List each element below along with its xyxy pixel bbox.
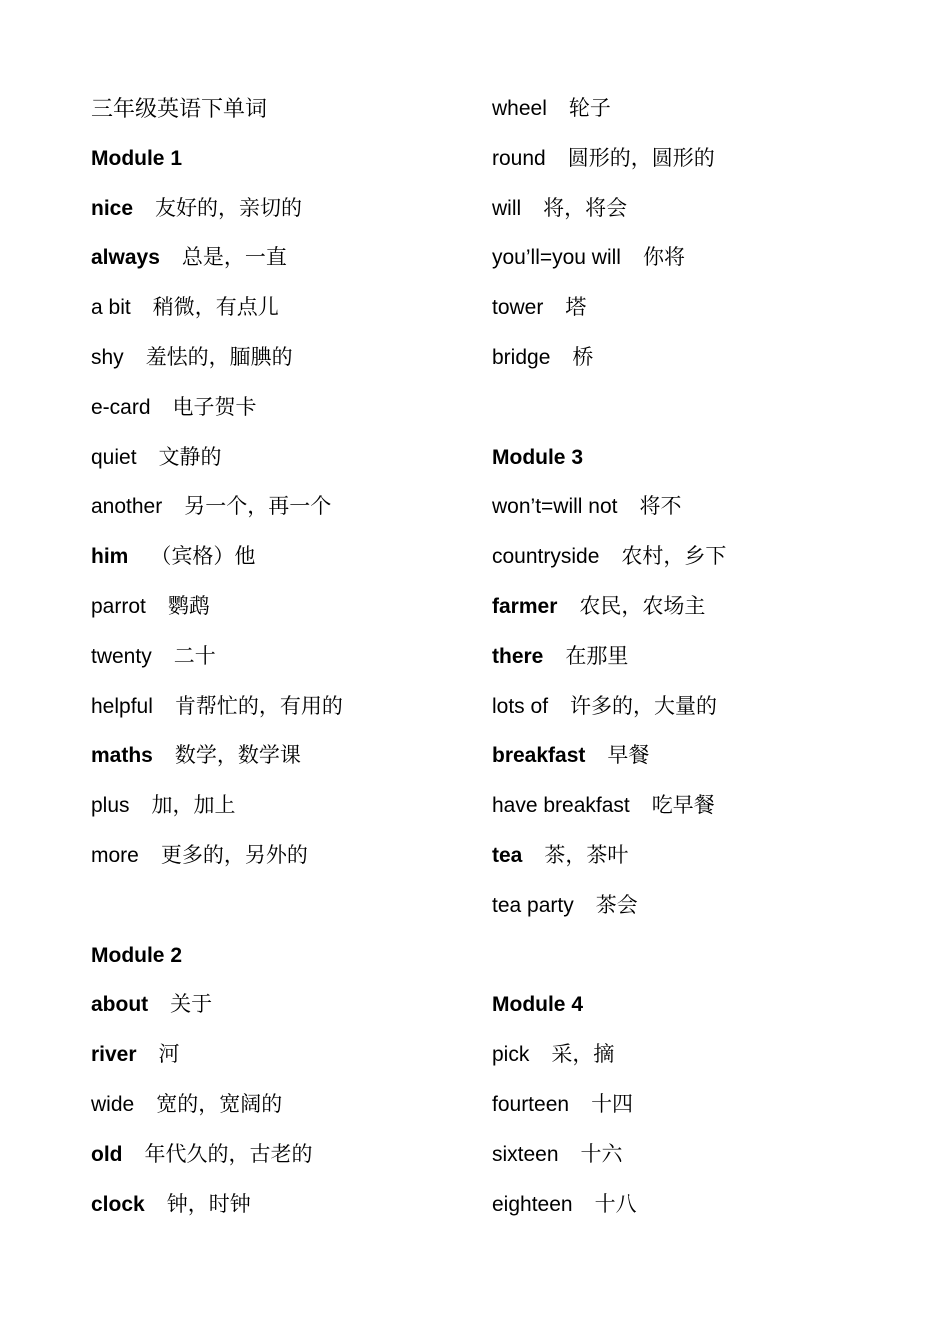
vocab-entry xyxy=(91,433,471,483)
vocab-meaning: 关于 xyxy=(170,993,213,1017)
vocab-meaning: （宾格）他 xyxy=(150,545,256,569)
vocab-meaning: 农村，乡下 xyxy=(621,545,727,569)
vocab-entry xyxy=(492,1130,912,1180)
vocab-word: wheel xyxy=(492,97,547,120)
vocab-entry xyxy=(492,632,912,682)
vocab-word: old xyxy=(91,1142,123,1166)
vocab-word: breakfast xyxy=(492,744,586,768)
vocab-entry xyxy=(91,482,471,532)
vocab-entry xyxy=(91,1080,471,1130)
vocab-meaning: 采，摘 xyxy=(551,1043,615,1067)
vocab-meaning: 友好的，亲切的 xyxy=(155,196,303,220)
vocab-word: round xyxy=(492,146,546,170)
module-heading: Module 4 xyxy=(492,993,584,1017)
vocab-word: sixteen xyxy=(492,1142,559,1166)
vocab-word: nice xyxy=(91,196,134,220)
vocab-word: you’ll=you will xyxy=(492,246,621,270)
vocab-entry xyxy=(492,482,912,532)
vocab-word: eighteen xyxy=(492,1192,573,1216)
vocab-meaning: 羞怯的，腼腆的 xyxy=(145,345,293,369)
vocab-meaning: 文静的 xyxy=(158,445,222,469)
blank-line xyxy=(492,383,912,433)
vocab-entry xyxy=(492,1030,912,1080)
vocab-entry xyxy=(492,283,912,333)
vocab-meaning: 总是，一直 xyxy=(181,246,287,270)
vocab-entry xyxy=(91,532,471,582)
vocab-entry xyxy=(91,781,471,831)
vocab-word: tea xyxy=(492,843,523,867)
vocab-entry xyxy=(91,731,471,781)
vocab-meaning: 十四 xyxy=(591,1092,634,1116)
vocab-word: e-card xyxy=(91,395,151,419)
vocab-entry xyxy=(492,831,912,881)
vocab-word: helpful xyxy=(91,694,153,718)
vocab-word: clock xyxy=(91,1192,145,1216)
vocab-entry xyxy=(91,682,471,732)
vocab-word: maths xyxy=(91,744,153,768)
vocab-meaning: 二十 xyxy=(173,644,216,668)
vocab-entry xyxy=(91,184,471,234)
vocab-entry xyxy=(492,1180,912,1230)
vocab-entry xyxy=(91,283,471,333)
vocab-meaning: 圆形的，圆形的 xyxy=(567,146,715,170)
vocab-entry xyxy=(91,582,471,632)
document-title: 三年级英语下单词 xyxy=(91,96,268,121)
vocab-word: quiet xyxy=(91,445,137,469)
vocab-meaning: 电子贺卡 xyxy=(172,395,257,419)
vocab-word: bridge xyxy=(492,345,551,369)
vocab-entry xyxy=(492,682,912,732)
vocab-word: twenty xyxy=(91,644,152,668)
vocab-meaning: 你将 xyxy=(642,246,685,270)
vocab-word: tea party xyxy=(492,893,574,917)
vocab-entry xyxy=(492,881,912,931)
vocab-word: will xyxy=(492,196,522,220)
left-vocabulary-list xyxy=(91,134,471,1230)
right-vocabulary-list xyxy=(492,84,912,1229)
vocab-word: always xyxy=(91,246,160,270)
vocab-meaning: 宽的，宽阔的 xyxy=(156,1092,283,1116)
vocab-meaning: 稍微，有点儿 xyxy=(152,296,279,320)
vocab-word: parrot xyxy=(91,594,146,618)
vocab-word: lots of xyxy=(492,694,549,718)
vocab-word: tower xyxy=(492,296,544,320)
right-column xyxy=(492,84,912,1229)
vocab-meaning: 轮子 xyxy=(568,97,611,120)
vocab-word: river xyxy=(91,1043,137,1067)
vocab-meaning: 另一个，再一个 xyxy=(184,495,332,519)
vocab-meaning: 更多的，另外的 xyxy=(160,843,308,867)
blank-line xyxy=(492,931,912,981)
vocab-entry xyxy=(91,383,471,433)
vocab-word: farmer xyxy=(492,594,558,618)
vocab-meaning: 加，加上 xyxy=(151,794,236,818)
vocab-meaning: 早餐 xyxy=(607,744,650,768)
vocab-word: countryside xyxy=(492,545,600,569)
vocab-meaning: 许多的，大量的 xyxy=(570,694,718,718)
vocab-meaning: 将，将会 xyxy=(543,196,628,220)
vocab-meaning: 钟，时钟 xyxy=(166,1192,251,1216)
vocab-entry xyxy=(492,333,912,383)
vocab-entry xyxy=(91,233,471,283)
vocab-meaning: 桥 xyxy=(572,345,594,369)
vocab-meaning: 鹦鹉 xyxy=(167,594,210,618)
vocab-entry xyxy=(91,632,471,682)
vocab-word: wide xyxy=(91,1092,135,1116)
vocab-meaning: 十八 xyxy=(594,1192,637,1216)
vocab-entry xyxy=(91,1030,471,1080)
module-heading: Module 3 xyxy=(492,445,584,469)
vocab-word: have breakfast xyxy=(492,794,630,818)
vocab-meaning: 河 xyxy=(158,1043,180,1067)
vocab-meaning: 将不 xyxy=(639,495,682,519)
vocab-word: there xyxy=(492,644,544,668)
blank-line xyxy=(91,881,471,931)
vocab-entry xyxy=(91,333,471,383)
vocab-word: fourteen xyxy=(492,1092,570,1116)
vocab-meaning: 农民，农场主 xyxy=(579,594,706,618)
vocab-entry xyxy=(91,831,471,881)
vocab-word: pick xyxy=(492,1043,530,1067)
vocab-entry xyxy=(91,1180,471,1230)
vocab-word: plus xyxy=(91,794,130,818)
left-column xyxy=(91,84,471,1229)
vocab-word: another xyxy=(91,495,163,519)
module-heading: Module 1 xyxy=(91,146,183,170)
vocab-entry xyxy=(492,84,912,134)
vocab-entry xyxy=(492,134,912,184)
module-heading: Module 2 xyxy=(91,943,183,967)
vocab-entry xyxy=(91,1130,471,1180)
vocab-word: him xyxy=(91,545,129,569)
vocab-meaning: 在那里 xyxy=(565,644,629,668)
vocab-entry xyxy=(492,532,912,582)
vocab-entry xyxy=(492,731,912,781)
vocab-meaning: 数学，数学课 xyxy=(174,744,301,768)
vocab-entry xyxy=(492,582,912,632)
vocab-word: won’t=will not xyxy=(492,495,618,519)
vocab-entry xyxy=(492,781,912,831)
vocab-meaning: 塔 xyxy=(565,296,587,320)
vocab-word: shy xyxy=(91,345,124,369)
vocab-meaning: 年代久的，古老的 xyxy=(144,1142,313,1166)
vocab-word: a bit xyxy=(91,296,131,320)
vocab-entry xyxy=(492,1080,912,1130)
vocab-entry xyxy=(91,980,471,1030)
vocab-word: about xyxy=(91,993,149,1017)
vocab-meaning: 茶会 xyxy=(595,893,638,917)
vocab-meaning: 十六 xyxy=(580,1142,623,1166)
vocab-word: more xyxy=(91,843,139,867)
vocab-meaning: 茶，茶叶 xyxy=(544,843,629,867)
vocab-entry xyxy=(492,233,912,283)
vocab-meaning: 吃早餐 xyxy=(651,794,715,818)
vocab-entry xyxy=(492,184,912,234)
vocab-meaning: 肯帮忙的，有用的 xyxy=(174,694,343,718)
